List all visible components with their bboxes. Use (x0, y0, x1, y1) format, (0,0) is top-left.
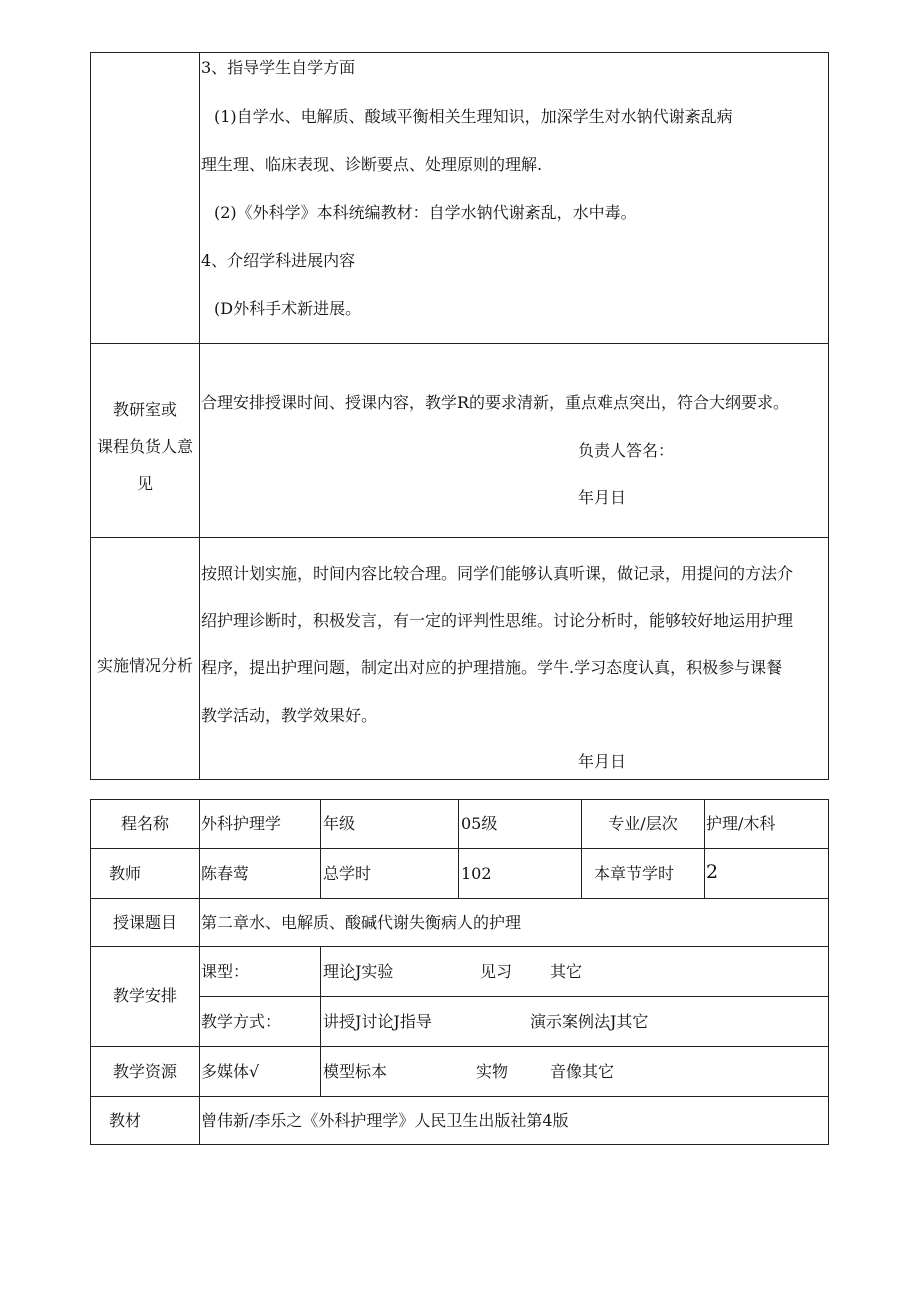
guide-item-4-1: (D外科手术新进展。 (214, 299, 362, 318)
bottom-row-divider-5 (90, 1096, 829, 1097)
method-option-1: 讲授J讨论J指导 (323, 1012, 432, 1031)
chapter-hours-value: 2 (706, 861, 719, 883)
opinion-text: 合理安排授课时间、授课内容，教学R的要求清新，重点难点突出，符合大纲要求。 (201, 393, 790, 412)
course-type-option-1: 理论J实验 (323, 962, 394, 981)
teacher-label: 教师 (108, 864, 141, 883)
guide-item-1-line-2: 理生理、临床表现、诊断要点、处理原则的理解. (201, 155, 543, 174)
resource-option-3: 实物 (476, 1062, 509, 1081)
analysis-line-1: 按照计划实施，时间内容比较合理。同学们能够认真听课，做记录，用提问的方法介 (201, 564, 794, 583)
arrangement-label: 教学安排 (112, 986, 177, 1005)
bottom-table-border-right (828, 799, 829, 1145)
analysis-line-2: 绍护理诊断时，积极发言，有一定的评判性思维。讨论分析时，能够较好地运用护理 (201, 611, 794, 630)
textbook-label: 教材 (108, 1111, 141, 1130)
top-table-border-right (828, 52, 829, 780)
course-type-option-3: 其它 (550, 962, 583, 981)
analysis-date: 年月日 (578, 752, 627, 771)
top-table-row-divider-1 (90, 343, 829, 344)
analysis-label: 实施情况分析 (96, 656, 193, 675)
top-table-border-bottom (90, 779, 829, 780)
course-name-value: 外科护理学 (201, 814, 282, 833)
total-hours-value: 102 (461, 864, 492, 883)
bottom-col-divider-3 (458, 799, 459, 899)
bottom-table-border-top (90, 799, 829, 800)
course-type-label: 课型： (201, 962, 250, 981)
top-table-border-top (90, 52, 829, 53)
bottom-row-divider-3 (90, 946, 829, 947)
topic-label: 授课题目 (112, 913, 177, 932)
course-name-label: 程名称 (120, 814, 169, 833)
bottom-col-divider-label (199, 799, 200, 1145)
guide-item-1-line-1: (1)自学水、电解质、酸域平衡相关生理知识，加深学生对水钠代谢紊乱病 (214, 107, 733, 126)
opinion-signature: 负责人答名： (578, 441, 675, 460)
topic-value: 第二章水、电解质、酸碱代谢失衡病人的护理 (201, 913, 522, 932)
bottom-col-divider-5 (704, 799, 705, 899)
bottom-row-divider-4 (90, 1046, 829, 1047)
guide-item-2: (2)《外科学》本科统编教材：自学水钠代谢紊乱，水中毒。 (214, 203, 637, 222)
total-hours-label: 总学时 (323, 864, 372, 883)
resource-option-1: 多媒体√ (201, 1062, 260, 1081)
resource-option-2: 模型标本 (323, 1062, 388, 1081)
course-type-option-2: 见习 (480, 962, 513, 981)
major-label: 专业/层次 (608, 814, 678, 833)
opinion-label-line-1: 教研室或 (112, 400, 177, 419)
textbook-value: 曾伟新/李乐之《外科护理学》人民卫生出版社第4版 (201, 1111, 569, 1130)
bottom-col-divider-2-rows45 (320, 946, 321, 1096)
analysis-line-4: 教学活动，教学效果好。 (201, 706, 378, 725)
major-value: 护理/木科 (706, 814, 776, 833)
opinion-date: 年月日 (578, 488, 627, 507)
bottom-row-divider-1 (90, 848, 829, 849)
grade-value: 05级 (461, 814, 498, 833)
bottom-table-border-bottom (90, 1144, 829, 1145)
method-label: 教学方式： (201, 1012, 282, 1031)
teacher-value: 陈春莺 (201, 864, 250, 883)
analysis-line-3: 程序，提出护理问题，制定出对应的护理措施。学牛.学习态度认真，积极参与课餐 (201, 658, 783, 677)
resource-label: 教学资源 (112, 1062, 177, 1081)
grade-label: 年级 (323, 814, 356, 833)
resource-option-4: 音像其它 (550, 1062, 615, 1081)
bottom-row-divider-2 (90, 898, 829, 899)
bottom-col-divider-2-rows12 (320, 799, 321, 899)
guide-heading-4: 4、介绍学科进展内容 (201, 251, 356, 270)
guide-heading-3: 3、指导学生自学方面 (201, 58, 356, 77)
method-option-2: 演示案例法J其它 (530, 1012, 649, 1031)
opinion-label-line-2: 课程负货人意 (96, 437, 193, 456)
top-table-row-divider-2 (90, 537, 829, 538)
bottom-row-divider-arrangement-inner (199, 996, 829, 997)
bottom-table-border-left (90, 799, 91, 1145)
chapter-hours-label: 本章节学时 (593, 864, 674, 883)
opinion-label-line-3: 见 (136, 474, 153, 493)
